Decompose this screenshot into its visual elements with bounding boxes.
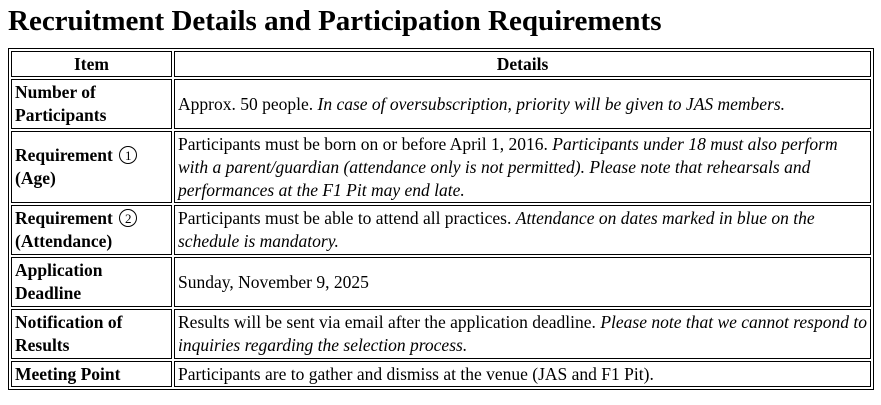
table-row — [11, 361, 871, 387]
row-item-requirement-attendance — [11, 205, 172, 255]
row-details-requirement-age — [174, 131, 871, 203]
page-title: Recruitment Details and Participation Requirements — [8, 5, 662, 37]
row-details-requirement-attendance — [174, 205, 871, 255]
row-details-participants — [174, 79, 871, 129]
row-details-notification — [174, 309, 871, 359]
item-sublabel: (Age) — [15, 168, 56, 188]
details-note: Participants under 18 must also perform with a parent/guardian (attendance only is not permitted). Please note that rehearsals and performances at the F1 Pit may end late. — [178, 133, 838, 200]
details-note: In case of oversubscription, priority will be given to JAS members. — [317, 93, 786, 114]
table-row — [11, 79, 871, 129]
item-sublabel: (Attendance) — [15, 231, 113, 251]
row-details-application-deadline — [174, 257, 871, 307]
column-header-details: Details — [174, 51, 871, 77]
details-note: Please note that we cannot respond to inquiries regarding the selection process. — [178, 312, 867, 355]
details-note: Attendance on dates marked in blue on the schedule is mandatory. — [178, 208, 815, 251]
requirements-table — [8, 48, 874, 390]
row-item-participants: Number of Participants — [11, 79, 172, 129]
details-text: Results will be sent via email after the application deadline. — [178, 312, 601, 332]
table-row — [11, 205, 871, 255]
table-row — [11, 131, 871, 203]
table-header-row — [11, 51, 871, 77]
table-row — [11, 309, 871, 359]
details-text: Approx. 50 people. — [178, 93, 318, 114]
row-details-meeting-point — [174, 361, 871, 387]
details-text: Sunday, November 9, 2025 — [178, 271, 369, 292]
row-item-notification: Notification of Results — [11, 309, 172, 359]
row-item-application-deadline: Application Deadline — [11, 257, 172, 307]
table-row — [11, 257, 871, 307]
details-text: Participants are to gather and dismiss at the venue (JAS and F1 Pit). — [178, 363, 654, 384]
column-header-item: Item — [11, 51, 172, 77]
details-text: Participants must be able to attend all practices. — [178, 208, 516, 228]
row-item-meeting-point: Meeting Point — [11, 361, 172, 387]
item-label: Requirement — [15, 208, 113, 228]
item-label: Requirement — [15, 145, 113, 165]
circled-number-marker: 1 — [119, 146, 137, 164]
circled-number-marker: 2 — [119, 209, 137, 227]
details-text: Participants must be born on or before April 1, 2016. — [178, 133, 553, 154]
row-item-requirement-age — [11, 131, 172, 203]
